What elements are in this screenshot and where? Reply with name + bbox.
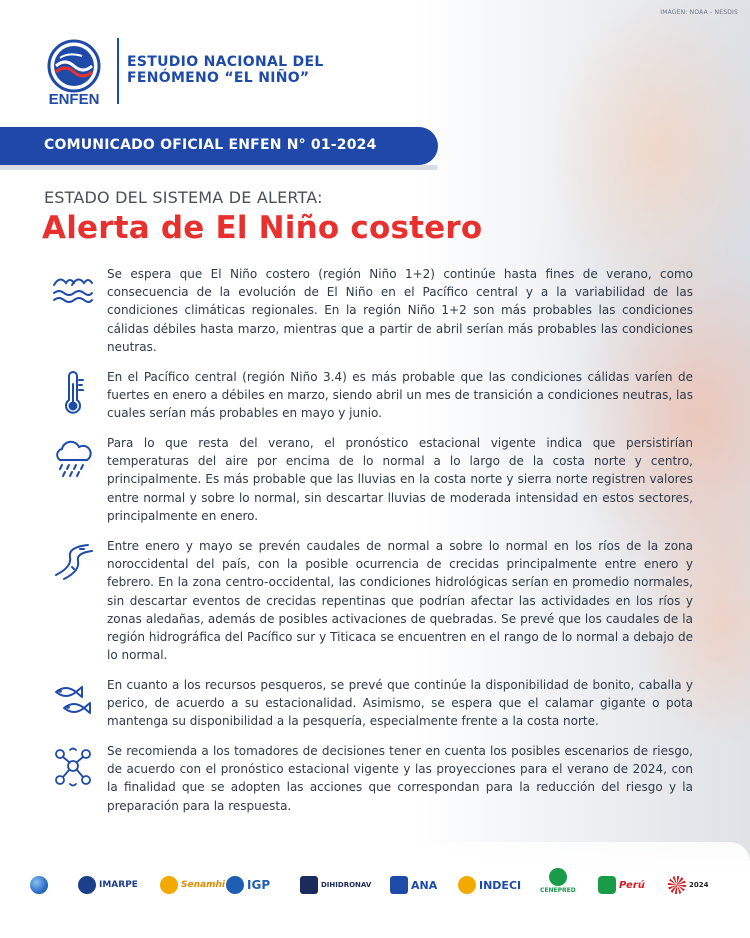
globe-icon xyxy=(30,876,48,894)
organization-name xyxy=(127,54,324,86)
partner-label: Senamhi xyxy=(181,880,225,890)
partner-label: CENEPRED xyxy=(540,887,576,894)
partner-logo xyxy=(78,872,138,898)
partner-logo xyxy=(390,872,437,898)
org-name-line1: ESTUDIO NACIONAL DEL xyxy=(127,54,324,70)
rain-cloud-icon xyxy=(50,436,96,482)
partner-logo xyxy=(30,872,48,898)
partner-logo xyxy=(540,868,576,894)
partner-label: DIHIDRONAV xyxy=(321,881,372,889)
partner-logo xyxy=(458,872,521,898)
partner-label: Perú xyxy=(619,879,645,891)
item-text: En el Pacífico central (región Niño 3.4) es más probable que las condiciones cálidas varíen de fuertes en enero a débiles en marzo, siendo abril un mes de transición a condiciones neutras, las cuales serían más probables en mayo y junio. xyxy=(107,370,693,421)
item-text: Para lo que resta del verano, el pronóstico estacional vigente indica que persistirían temperaturas del aire por encima de lo normal a lo largo de la costa norte y centro, principalmente. Es más probable que las lluvias en la costa norte y sierra norte registren valores entre normal y sobre lo normal, sin descartar lluvias de moderada intensidad en estos sectores, principalmente en enero. xyxy=(107,436,693,523)
peru-map-icon xyxy=(598,876,616,894)
communique-number: COMUNICADO OFICIAL ENFEN N° 01-2024 xyxy=(44,137,377,153)
alert-system-subtitle: ESTADO DEL SISTEMA DE ALERTA: xyxy=(44,188,323,207)
igp-logo-icon xyxy=(226,876,244,894)
item-text: En cuanto a los recursos pesqueros, se prevé que continúe la disponibilidad de bonito, caballa y perico, de acuerdo a su estacionalidad. Asimismo, se espera que el calamar gigante o pota mantenga su disponibilidad a la pesquería, especialmente frente a la costa norte. xyxy=(107,678,693,729)
partner-label: INDECI xyxy=(479,878,522,892)
partner-label: IMARPE xyxy=(99,880,138,890)
partner-logo xyxy=(300,872,371,898)
indeci-logo-icon xyxy=(458,876,476,894)
logo-divider xyxy=(117,38,119,104)
senamhi-logo-icon xyxy=(160,876,178,894)
item-text: Entre enero y mayo se prevén caudales de normal a sobre lo normal en los ríos de la zona noroccidental del país, con la posible ocurrencia de crecidas principalmente entre enero y febrero. En la zona centro-occidental, las condiciones hidrológicas serían en promedio normales, sin descartar eventos de crecidas repentinas que podrían afectar las actividades en los ríos y zonas aledañas, además de posibles activaciones de quebradas. Se prevé que los caudales de la región hidrográfica del Pacífico sur y Titicaca se encuentren en el rango de lo normal a debajo de lo normal. xyxy=(107,539,693,663)
partner-label: ANA xyxy=(411,878,438,892)
bicentennial-logo-icon xyxy=(668,876,686,894)
partner-logo xyxy=(160,872,225,898)
imarpe-logo-icon xyxy=(78,876,96,894)
network-people-icon xyxy=(50,744,96,790)
ana-logo-icon xyxy=(390,876,408,894)
thermometer-icon xyxy=(50,370,96,416)
partner-logo xyxy=(226,872,270,898)
image-credit: IMAGEN: NOAA - NESDIS xyxy=(660,9,738,16)
river-icon xyxy=(50,539,96,585)
enfen-logo-icon xyxy=(38,36,110,108)
partner-logo xyxy=(668,872,708,898)
fish-icon xyxy=(50,678,96,724)
partner-label: 2024 xyxy=(689,881,709,889)
dihidronav-logo-icon xyxy=(300,876,318,894)
cenepred-logo-icon xyxy=(549,868,567,886)
logo-text: ENFEN xyxy=(48,91,100,108)
partner-logo xyxy=(598,872,645,898)
banner-underline xyxy=(0,165,438,170)
item-text: Se espera que El Niño costero (región Niño 1+2) continúe hasta fines de verano, como consecuencia de la evolución de El Niño en el Pacífico central y a la variabilidad de las condiciones climáticas regionales. En la región Niño 1+2 son más probables las condiciones cálidas débiles hasta marzo, mientras que a partir de abril serían más probables las condiciones neutras. xyxy=(107,267,693,354)
partner-label: IGP xyxy=(247,878,271,892)
item-text: Se recomienda a los tomadores de decisiones tener en cuenta los posibles escenarios de riesgo, de acuerdo con el pronóstico estacional vigente y las proyecciones para el verano de 2024, con la finalidad que se adopten las acciones que correspondan para la reducción del riesgo y la preparación para la respuesta. xyxy=(107,744,693,813)
alert-title: Alerta de El Niño costero xyxy=(42,210,483,246)
waves-icon xyxy=(50,267,96,313)
org-name-line2: FENÓMENO “EL NIÑO” xyxy=(127,70,310,86)
